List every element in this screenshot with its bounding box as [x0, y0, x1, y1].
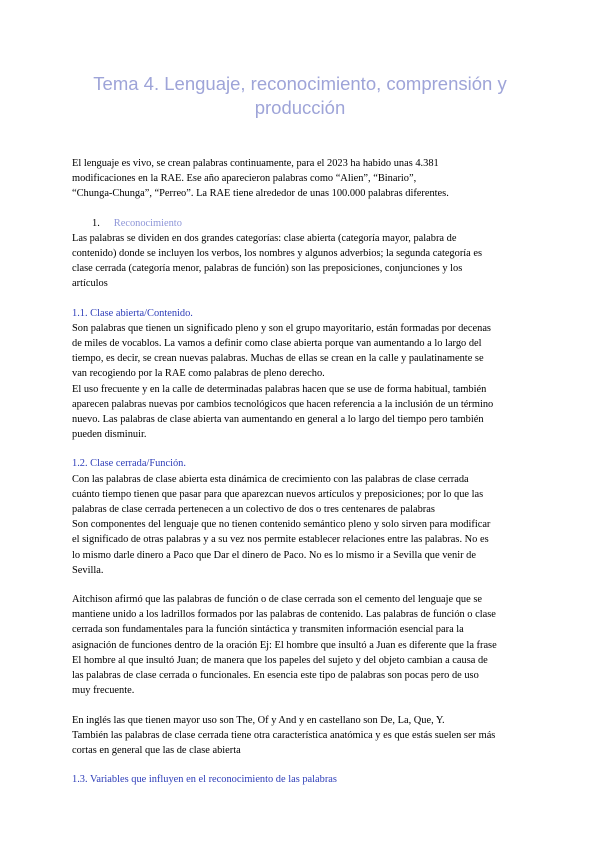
text-line: Son palabras que tienen un significado pleno y son el grupo mayoritario, están formadas por decenas [72, 322, 491, 334]
text-line: contenido) donde se incluyen los verbos, los nombres y algunos adverbios; la segunda categoría es [72, 248, 483, 260]
section-heading-reconocimiento [92, 216, 528, 231]
text-line: el significado de otras palabras y a su vez nos permite establecer relaciones entre las palabras. No es [72, 534, 489, 546]
ingles-paragraph [72, 713, 528, 759]
page-title: Tema 4. Lenguaje, reconocimiento, comprensión y producción [93, 73, 507, 118]
section-label: Reconocimiento [113, 217, 182, 229]
intro-paragraph [72, 156, 528, 202]
text-line: van recogiendo por la RAE como palabras de pleno derecho. [72, 368, 325, 380]
text-line: El hombre al que insultó Juan; de manera que los papeles del sujeto y del objeto cambian a causa de [72, 654, 488, 666]
text-line: muy frecuente. [72, 685, 135, 697]
text-line: Son componentes del lenguaje que no tienen contenido semántico pleno y solo sirven para modificar [72, 519, 491, 531]
text-line: “Chunga-Chunga”, “Perreo”. La RAE tiene alrededor de unas 100.000 palabras diferentes. [72, 188, 449, 200]
section1-paragraph [72, 231, 528, 292]
text-line: cortas en general que las de clase abierta [72, 744, 241, 756]
text-line: palabras de clase cerrada pertenecen a un colectivo de dos o tres centenares de palabras [72, 504, 435, 516]
text-line: cuánto tiempo tienen que pasar para que aparezcan nuevos artículos y preposiciones; por lo que las [72, 488, 484, 500]
sub12-paragraph [72, 472, 528, 578]
text-line: Aitchison afirmó que las palabras de función o de clase cerrada son el cemento del lenguaje que se [72, 594, 482, 606]
text-line: Las palabras se dividen en dos grandes categorías: clase abierta (categoría mayor, palabra de [72, 232, 457, 244]
text-line: aparecen palabras nuevas por cambios tecnológicos que hacen referencia a la inclusión de un término [72, 398, 494, 410]
paragraph-spacer [72, 699, 528, 713]
aitchison-paragraph [72, 592, 528, 698]
text-line: las palabras de clase cerrada o funcionales. En esencia este tipo de palabras son pocas pero de uso [72, 670, 479, 682]
text-line: En inglés las que tienen mayor uso son The, Of y And y en castellano son De, La, Que, Y. [72, 714, 445, 726]
section-number: 1. [92, 217, 100, 229]
text-line: El lenguaje es vivo, se crean palabras continuamente, para el 2023 ha habido unas 4.381 [72, 158, 439, 169]
subheading-clase-abierta: 1.1. Clase abierta/Contenido. [72, 307, 193, 319]
text-line: modificaciones en la RAE. Ese año aparecieron palabras como “Alien”, “Binario”, [72, 173, 417, 185]
text-line: También las palabras de clase cerrada tiene otra característica anatómica y es que estás suelen ser más [72, 729, 496, 741]
text-line: asignación de funciones dentro de la oración Ej: El hombre que insultó a Juan es diferente que la frase [72, 639, 497, 651]
text-line: Con las palabras de clase abierta esta dinámica de crecimiento con las palabras de clase cerrada [72, 473, 469, 485]
text-line: lo mismo darle dinero a Paco que Dar el dinero de Paco. No es lo mismo ir a Sevilla que venir de [72, 549, 476, 561]
text-line: clase cerrada (categoría menor, palabras de función) son las preposiciones, conjunciones y los [72, 263, 463, 275]
text-line: mantiene unido a los ladrillos formados por las palabras de contenido. Las palabras de función o clase [72, 609, 496, 621]
text-line: El uso frecuente y en la calle de determinadas palabras hacen que se use de forma habitual, también [72, 383, 487, 395]
subheading-variables: 1.3. Variables que influyen en el reconocimiento de las palabras [72, 774, 337, 786]
text-line: tiempo, es decir, se crean nuevas palabras. Muchas de ellas se crean en la calle y paulatinamente se [72, 353, 484, 365]
text-line: cerrada son fundamentales para la función sintáctica y transmiten información esencial para la [72, 624, 464, 636]
paragraph-spacer [72, 578, 528, 592]
text-line: nuevo. Las palabras de clase abierta van aumentando en general a lo largo del tiempo pero también [72, 414, 484, 426]
text-line: artículos [72, 278, 108, 290]
sub11-paragraph [72, 321, 528, 443]
text-line: pueden disminuir. [72, 429, 147, 441]
subheading-clase-cerrada: 1.2. Clase cerrada/Función. [72, 458, 186, 470]
text-line: Sevilla. [72, 564, 104, 576]
text-line: de miles de vocablos. La vamos a definir como clase abierta porque van aumentando a lo largo del [72, 338, 482, 350]
